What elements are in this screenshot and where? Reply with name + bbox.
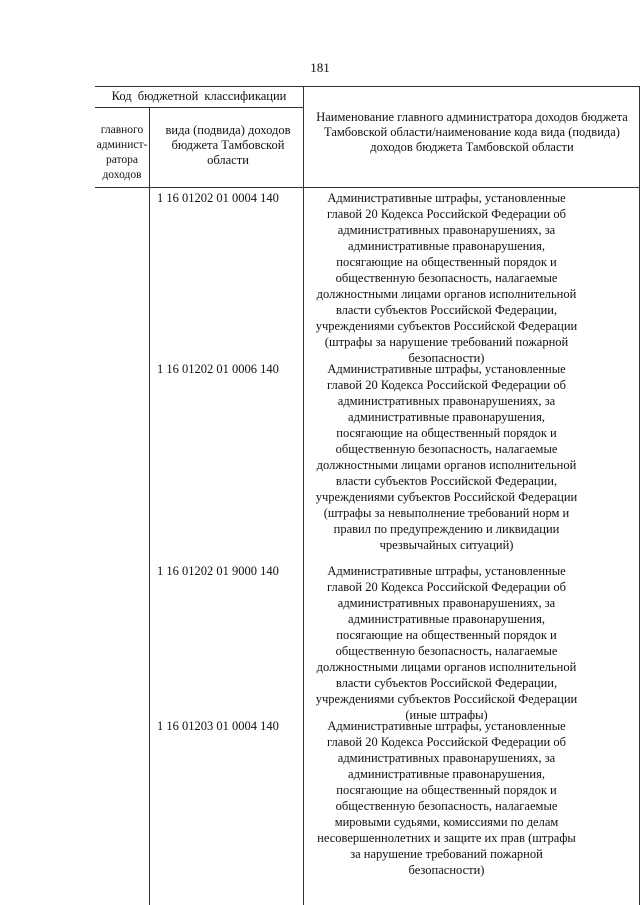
row-code: 1 16 01202 01 0004 140	[157, 191, 279, 205]
header-col-admin: главного админист-ратора доходов	[96, 124, 148, 181]
row-code: 1 16 01203 01 0004 140	[157, 719, 279, 733]
table-border-subheader	[95, 107, 303, 108]
column-divider-sub	[149, 107, 150, 905]
table-border-header-bottom	[95, 187, 640, 188]
header-group-title: Код бюджетной классификации	[111, 89, 287, 103]
table-border-top	[95, 86, 640, 87]
column-divider-middle	[303, 86, 304, 905]
row-name: Административные штрафы, установленные главой 20 Кодекса Российской Федерации об административных правонарушениях, за административные правонарушения, посягающие на общественный порядок и общественную безопасность, налагаемые должностными лицами органов исполнительной власти субъектов Российской Федерации, учреждениями субъектов Российской Федерации (иные штрафы)	[315, 564, 578, 722]
row-code: 1 16 01202 01 0006 140	[157, 362, 279, 376]
page-number: 181	[310, 60, 330, 75]
row-name: Административные штрафы, установленные главой 20 Кодекса Российской Федерации об административных правонарушениях, за административные правонарушения, посягающие на общественный порядок и общественную безопасность, налагаемые должностными лицами органов исполнительной власти субъектов Российской Федерации, учреждениями субъектов Российской Федерации (штрафы за нарушение требований пожарной безопасности)	[315, 191, 578, 365]
row-name: Административные штрафы, установленные главой 20 Кодекса Российской Федерации об административных правонарушениях, за административные правонарушения, посягающие на общественный порядок и общественную безопасность, налагаемые мировыми судьями, комиссиями по делам несовершеннолетних и защите их прав (штрафы за нарушение требований пожарной безопасности)	[317, 719, 576, 877]
row-name: Административные штрафы, установленные главой 20 Кодекса Российской Федерации об административных правонарушениях, за административные правонарушения, посягающие на общественный порядок и общественную безопасность, налагаемые должностными лицами органов исполнительной власти субъектов Российской Федерации, учреждениями субъектов Российской Федерации (штрафы за невыполнение требований норм и правил по предупреждению и ликвидации чрезвычайных ситуаций)	[315, 362, 578, 552]
budget-classification-table	[95, 86, 640, 905]
header-col-name: Наименование главного администратора доходов бюджета Тамбовской области/наименование кода вида (подвида) доходов бюджета Тамбовской области	[316, 110, 628, 154]
header-col-income-type: вида (подвида) доходов бюджета Тамбовской области	[165, 123, 291, 167]
row-code: 1 16 01202 01 9000 140	[157, 564, 279, 578]
